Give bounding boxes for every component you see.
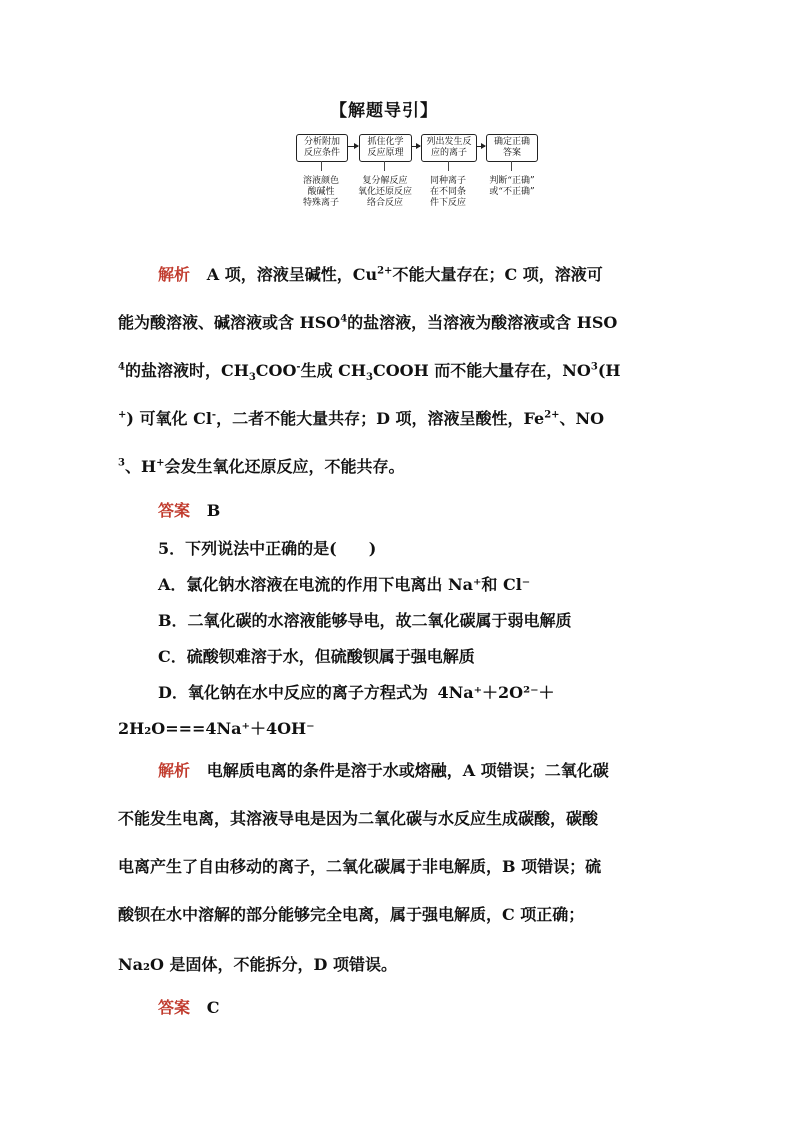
analysis-1-line-2: [118, 310, 617, 333]
text-run: ) 可氧化 Cl: [126, 409, 212, 428]
text-run: 不能大量存在；C 项，溶液可: [392, 265, 603, 284]
flow-note-3: [424, 176, 472, 209]
option-a: A．氯化钠水溶液在电流的作用下电离出 Na⁺和 Cl⁻: [158, 575, 531, 594]
answer-value: B: [206, 501, 221, 520]
connector-line: [384, 161, 385, 171]
superscript: 2+: [544, 409, 560, 421]
answer-2: [158, 995, 219, 1018]
flow-note-text: 溶液颜色: [302, 176, 339, 186]
answer-value: C: [206, 998, 220, 1017]
text-run: 、NO: [559, 409, 605, 428]
question-stem: 5．下列说法中正确的是( ): [158, 539, 377, 558]
analysis-2-line-5: Na₂O 是固体，不能拆分，D 项错误。: [118, 955, 397, 974]
flow-note-4: [482, 176, 542, 198]
text-run: (H: [597, 361, 621, 380]
flow-box-text: 应的离子: [430, 148, 467, 158]
analysis-1-line-5: [118, 454, 405, 477]
superscript: 3: [590, 361, 598, 373]
section-title: 【解题导引】: [330, 101, 438, 121]
superscript: -: [211, 409, 217, 421]
superscript: 2+: [377, 265, 393, 277]
superscript: 3: [118, 457, 125, 469]
flow-note-text: 在不同条: [429, 187, 466, 197]
text-run: A 项，溶液呈碱性，Cu: [206, 265, 378, 284]
flow-box-text: 反应原理: [367, 148, 404, 158]
arrow-icon: [411, 146, 420, 147]
flow-box-text: 答案: [502, 148, 521, 158]
connector-line: [448, 161, 449, 171]
text-run: COO: [255, 361, 297, 380]
analysis-1-line-3: [118, 358, 621, 383]
superscript: 4: [118, 361, 125, 373]
text-run: 电解质电离的条件是溶于水或熔融，A 项错误；二氧化碳: [206, 761, 609, 780]
flow-box-1: [296, 134, 348, 162]
option-b: B．二氧化碳的水溶液能够导电，故二氧化碳属于弱电解质: [158, 611, 572, 630]
text-run: 会发生氧化还原反应，不能共存。: [164, 457, 405, 476]
text-run: COOH 而不能大量存在，NO: [372, 361, 591, 380]
analysis-label: 解析: [158, 761, 191, 780]
text-run: ，二者不能大量共存；D 项，溶液呈酸性，Fe: [216, 409, 545, 428]
flow-box-text: 分析附加: [303, 137, 340, 147]
flow-box-2: [359, 134, 412, 162]
answer-label: 答案: [158, 998, 191, 1017]
answer-1: [158, 498, 220, 521]
answer-label: 答案: [158, 501, 191, 520]
flow-box-4: [486, 134, 538, 162]
flow-note-text: 或“不正确”: [489, 187, 535, 197]
analysis-2-line-2: 不能发生电离，其溶液导电是因为二氧化碳与水反应生成碳酸，碳酸: [118, 809, 599, 828]
analysis-2-line-3: 电离产生了自由移动的离子，二氧化碳属于非电解质，B 项错误；硫: [118, 857, 602, 876]
flow-note-text: 件下反应: [429, 198, 466, 208]
flow-box-text: 列出发生反: [426, 137, 472, 147]
text-run: 能为酸溶液、碱溶液或含 HSO: [118, 313, 341, 332]
option-d-line-2: 2H₂O===4Na⁺＋4OH⁻: [118, 719, 315, 738]
text-run: 、H: [124, 457, 157, 476]
flow-note-text: 复分解反应: [362, 176, 408, 186]
analysis-2-line-1: [158, 758, 609, 781]
superscript: 4: [340, 313, 348, 325]
arrow-icon: [476, 146, 485, 147]
flow-box-text: 确定正确: [493, 137, 530, 147]
analysis-1-line-4: [118, 406, 604, 429]
flow-note-text: 同种离子: [429, 176, 466, 186]
flow-box-text: 抓住化学: [367, 137, 404, 147]
flow-note-text: 络合反应: [366, 198, 403, 208]
text-run: 的盐溶液，当溶液为酸溶液或含 HSO: [347, 313, 618, 332]
flow-note-1: [298, 176, 344, 209]
connector-line: [321, 161, 322, 171]
analysis-2-line-4: 酸钡在水中溶解的部分能够完全电离，属于强电解质，C 项正确；: [118, 905, 585, 924]
connector-line: [511, 161, 512, 171]
flow-box-text: 反应条件: [303, 148, 340, 158]
flow-note-text: 特殊离子: [302, 198, 339, 208]
superscript: +: [118, 409, 127, 421]
flow-note-text: 酸碱性: [307, 187, 335, 197]
subscript: 3: [248, 372, 256, 384]
option-c: C．硫酸钡难溶于水，但硫酸钡属于强电解质: [158, 647, 475, 666]
superscript: -: [296, 361, 301, 373]
flow-box-3: [421, 134, 477, 162]
option-d-line-1: D．氧化钠在水中反应的离子方程式为 4Na⁺＋2O²⁻＋: [158, 683, 555, 702]
flow-note-2: [355, 176, 415, 209]
superscript: +: [156, 457, 165, 469]
subscript: 3: [366, 372, 373, 384]
arrow-icon: [347, 146, 358, 147]
analysis-1-line-1: [158, 262, 603, 285]
flow-note-text: 判断“正确”: [489, 176, 535, 186]
analysis-label: 解析: [158, 265, 191, 284]
text-run: 生成 CH: [300, 361, 366, 380]
flow-note-text: 氧化还原反应: [357, 187, 412, 197]
text-run: 的盐溶液时，CH: [124, 361, 249, 380]
